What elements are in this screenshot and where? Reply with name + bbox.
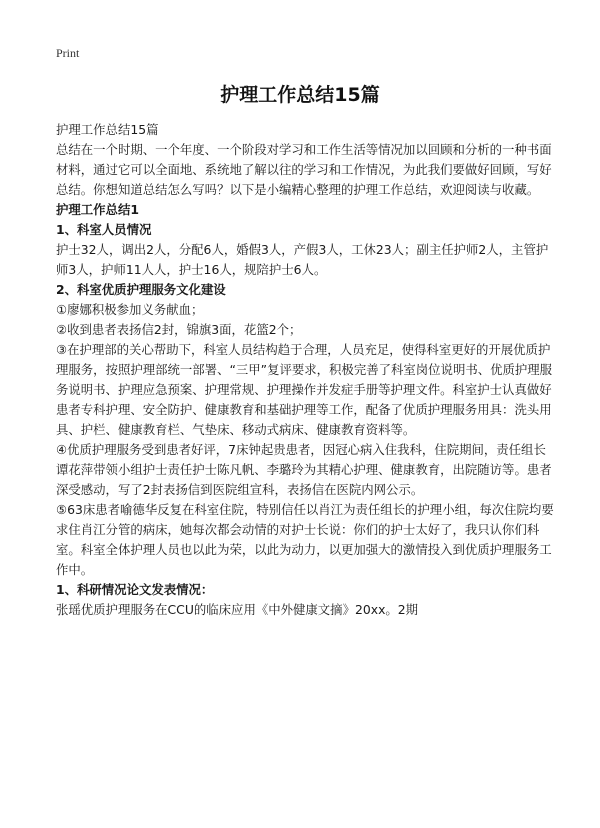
paragraph-item-2: ②收到患者表扬信2封，锦旗3面，花篮2个； [56, 322, 302, 337]
section-title: 护理工作总结1 [56, 202, 139, 217]
paragraph-item-4: ④优质护理服务受到患者好评，7床钟起贵患者，因冠心病入住我科，住院期间，责任组长谭花萍带领小组护士责任护士陈凡帆、李璐玲为其精心护理、健康教育，出院随访等。患者深受感动，写了2封表扬信到医院组宣科，表扬信在医院内网公示。 [56, 442, 552, 497]
paragraph-item-1: ①廖娜积极参加义务献血； [56, 302, 204, 317]
intro-paragraph: 总结在一个时期、一个年度、一个阶段对学习和工作生活等情况加以回顾和分析的一种书面材料，通过它可以全面地、系统地了解以往的学习和工作情况，为此我们要做好回顾，写好总结。你想知道总结怎么写吗？以下是小编精心整理的护理工作总结，欢迎阅读与收藏。 [56, 142, 552, 197]
heading-culture: 2、科室优质护理服务文化建设 [56, 282, 226, 297]
heading-research: 1、科研情况论文发表情况： [56, 582, 214, 597]
paragraph-item-3: ③在护理部的关心帮助下，科室人员结构趋于合理，人员充足，使得科室更好的开展优质护理服务，按照护理部统一部署、“三甲”复评要求，积极完善了科室岗位说明书、优质护理服务说明书、护理应急预案、护理常规、护理操作并发症手册等护理文件。科室护士认真做好患者专科护理、安全防护、健康教育和基础护理等工作，配备了优质护理服务用具：洗头用具、护栏、健康教育栏、气垫床、移动式病床、健康教育资料等。 [56, 342, 553, 437]
paragraph-staff: 护士32人，调出2人，分配6人，婚假3人，产假3人，工休23人；副主任护师2人，主管护师3人，护师11人人，护士16人，规陪护士6人。 [56, 242, 549, 277]
document-body [56, 120, 554, 620]
print-label: Print [56, 46, 80, 60]
document-title: 护理工作总结15篇 [220, 84, 380, 106]
paragraph-research: 张瑶优质护理服务在CCU的临床应用《中外健康文摘》20xx。2期 [56, 602, 419, 617]
document-subtitle: 护理工作总结15篇 [56, 122, 159, 137]
paragraph-item-5: ⑤63床患者喻德华反复在科室住院，特别信任以肖江为责任组长的护理小组，每次住院均要求住肖江分管的病床，她每次都会动情的对护士长说：你们的护士太好了，我只认你们科室。科室全体护理人员也以此为荣，以此为动力，以更加强大的激情投入到优质护理服务工作中。 [56, 502, 554, 577]
heading-staff: 1、科室人员情况 [56, 222, 152, 237]
